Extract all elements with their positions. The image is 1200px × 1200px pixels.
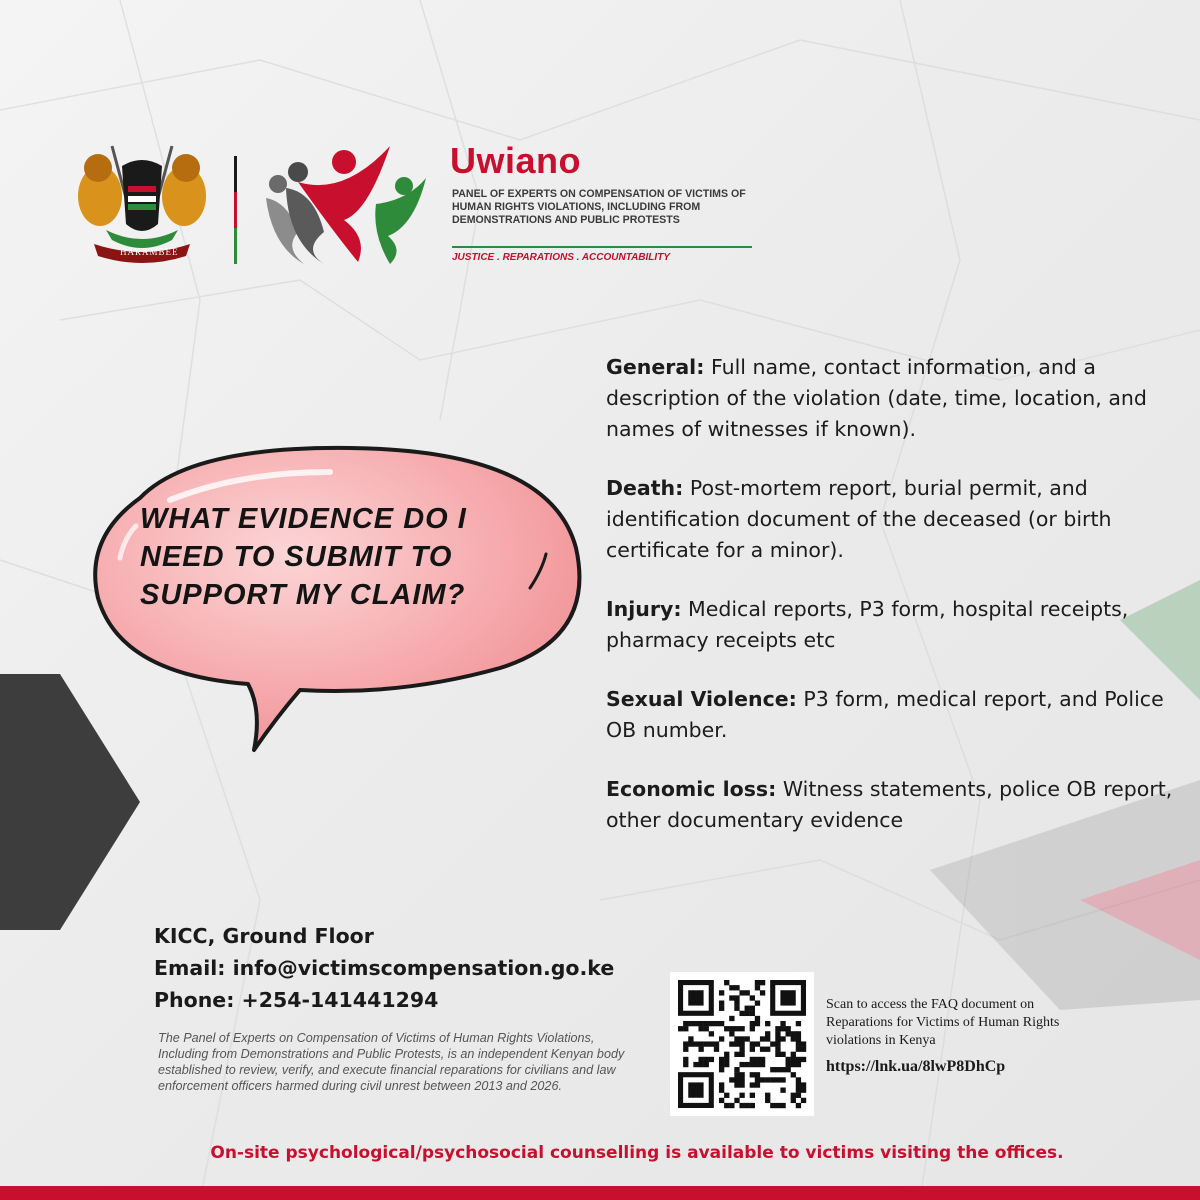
evidence-item-general [606,352,1176,445]
qr-code-icon[interactable] [670,972,814,1116]
evidence-list [606,352,1176,864]
footer-bar [0,1186,1200,1200]
evidence-item-death [606,473,1176,566]
evidence-text: P3 form, medical report, and Police OB number. [606,687,1164,742]
chevron-arrow-decoration [0,674,140,930]
flag-divider [234,156,237,264]
evidence-text: Witness statements, police OB report, other documentary evidence [606,777,1173,832]
uwiano-people-logo-icon [258,142,428,264]
evidence-item-economic-loss [606,774,1176,836]
evidence-text: Medical reports, P3 form, hospital receipts, pharmacy receipts etc [606,597,1129,652]
evidence-label: General: [606,355,705,379]
brand-subtitle: PANEL OF EXPERTS ON COMPENSATION OF VICTIMS OF HUMAN RIGHTS VIOLATIONS, INCLUDING FROM DEMONSTRATIONS AND PUBLIC PROTESTS [452,188,746,226]
contact-location: KICC, Ground Floor [154,924,374,948]
brand-tagline: JUSTICE . REPARATIONS . ACCOUNTABILITY [452,252,670,263]
evidence-item-sexual-violence [606,684,1176,746]
evidence-text: Full name, contact information, and a description of the violation (date, time, location, and names of witnesses if known). [606,355,1147,441]
coat-of-arms-motto: HARAMBEE [120,247,179,257]
contact-email[interactable]: Email: info@victimscompensation.go.ke [154,956,615,980]
evidence-label: Injury: [606,597,682,621]
panel-disclaimer: The Panel of Experts on Compensation of Victims of Human Rights Violations, Including from Demonstrations and Public Protests, is an independent Kenyan body established to review, verify, and execute financial reparations for civilians and law enforcement officers harmed during civil unrest between 2013 and 2026. [158,1031,625,1093]
faq-link[interactable]: https://lnk.ua/8lwP8DhCp [826,1058,1006,1075]
evidence-label: Death: [606,476,684,500]
evidence-label: Economic loss: [606,777,777,801]
counselling-notice: On-site psychological/psychosocial counselling is available to victims visiting the offices. [210,1143,1064,1163]
evidence-label: Sexual Violence: [606,687,797,711]
header [72,138,746,268]
contact-phone[interactable]: Phone: +254-141441294 [154,988,439,1012]
qr-caption: Scan to access the FAQ document on Reparations for Victims of Human Rights violations in Kenya [826,997,1060,1048]
evidence-text: Post-mortem report, burial permit, and identification document of the deceased (or birth certificate for a minor). [606,476,1112,562]
evidence-item-injury [606,594,1176,656]
contact-block [154,920,654,1016]
brand-divider [452,246,752,248]
brand-title: Uwiano [450,140,582,181]
question-heading: WHAT EVIDENCE DO I NEED TO SUBMIT TO SUPPORT MY CLAIM? [140,503,467,611]
